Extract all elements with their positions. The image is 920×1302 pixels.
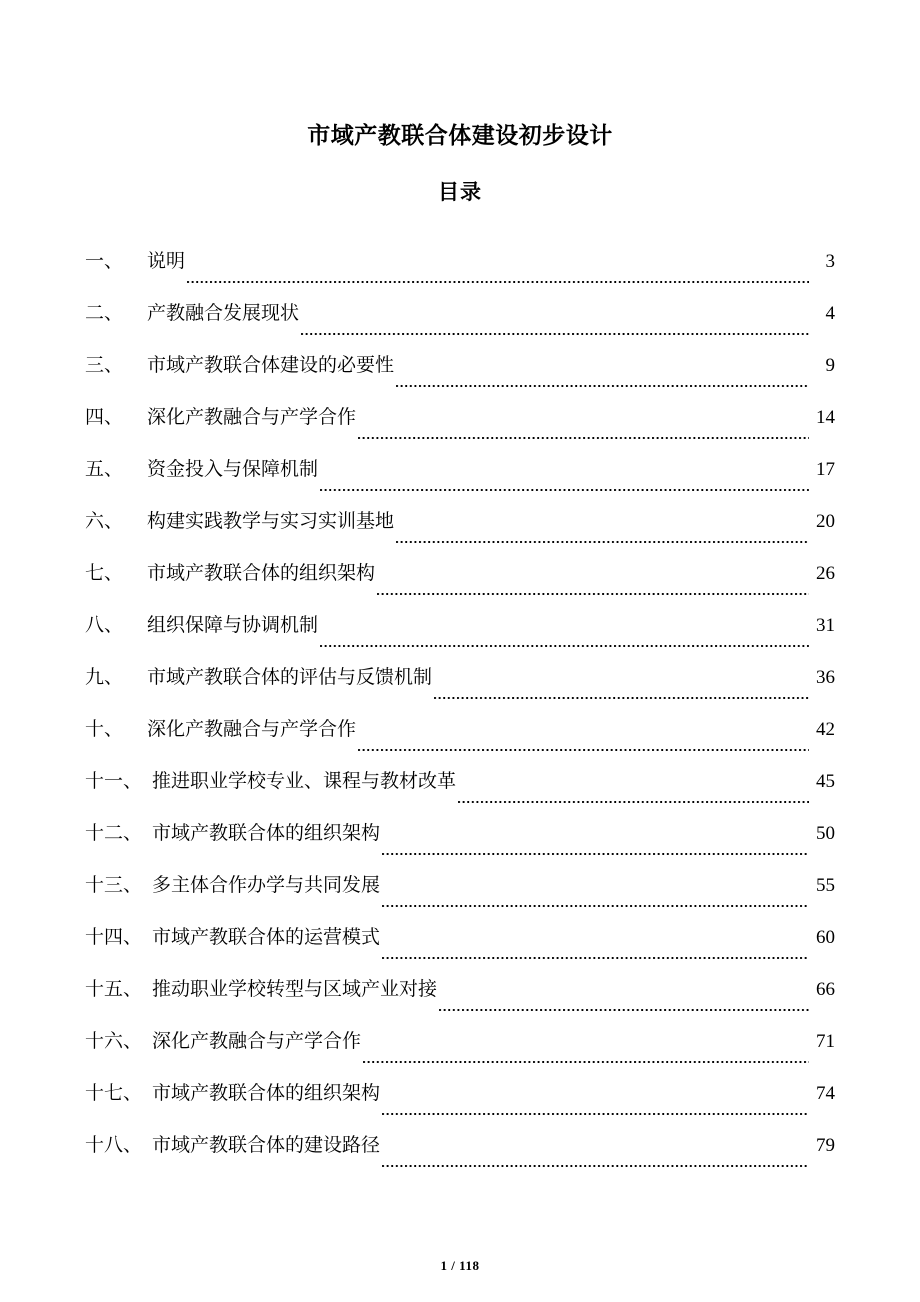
toc-entry-number: 十八、 xyxy=(85,1135,143,1156)
toc-entry-number: 十二、 xyxy=(85,823,143,844)
toc-entry-page-number: 60 xyxy=(816,927,835,948)
toc-entry[interactable] xyxy=(85,912,835,964)
toc-leader-dots xyxy=(458,786,809,805)
toc-entry-number: 十三、 xyxy=(85,875,143,896)
toc-entry-label: 深化产教融合与产学合作 xyxy=(147,407,357,428)
toc-list xyxy=(85,236,835,1172)
toc-entry[interactable] xyxy=(85,1120,835,1172)
toc-leader-dots xyxy=(377,578,809,597)
toc-entry[interactable] xyxy=(85,600,835,652)
toc-entry-page-number: 9 xyxy=(825,355,835,376)
toc-entry-page-number: 26 xyxy=(816,563,835,584)
toc-entry-number: 七、 xyxy=(85,563,124,584)
toc-leader-dots xyxy=(358,734,809,753)
toc-entry-label: 组织保障与协调机制 xyxy=(147,615,319,636)
toc-leader-dots xyxy=(382,1150,809,1169)
toc-entry-label: 市域产教联合体的组织架构 xyxy=(147,563,376,584)
toc-entry-label: 市域产教联合体建设的必要性 xyxy=(147,355,395,376)
toc-entry-label: 推进职业学校专业、课程与教材改革 xyxy=(152,771,457,792)
toc-entry[interactable] xyxy=(85,704,835,756)
toc-leader-dots xyxy=(396,370,809,389)
toc-heading: 目录 xyxy=(438,181,482,204)
toc-leader-dots xyxy=(382,890,809,909)
toc-entry-number: 九、 xyxy=(85,667,124,688)
toc-entry-label: 市域产教联合体的运营模式 xyxy=(152,927,381,948)
toc-entry-page-number: 79 xyxy=(816,1135,835,1156)
toc-entry-page-number: 55 xyxy=(816,875,835,896)
toc-entry-label: 市域产教联合体的评估与反馈机制 xyxy=(147,667,433,688)
document-title: 市域产教联合体建设初步设计 xyxy=(307,122,613,148)
toc-entry[interactable] xyxy=(85,808,835,860)
toc-entry-page-number: 45 xyxy=(816,771,835,792)
toc-leader-dots xyxy=(320,474,809,493)
toc-entry-number: 十五、 xyxy=(85,979,143,1000)
toc-entry[interactable] xyxy=(85,652,835,704)
toc-entry[interactable] xyxy=(85,340,835,392)
toc-leader-dots xyxy=(434,682,809,701)
toc-entry-label: 市域产教联合体的建设路径 xyxy=(152,1135,381,1156)
toc-entry-page-number: 66 xyxy=(816,979,835,1000)
toc-entry-page-number: 20 xyxy=(816,511,835,532)
toc-leader-dots xyxy=(396,526,809,545)
page-footer: 1 / 118 xyxy=(440,1258,480,1273)
toc-entry-page-number: 36 xyxy=(816,667,835,688)
toc-entry[interactable] xyxy=(85,548,835,600)
toc-entry-page-number: 74 xyxy=(816,1083,835,1104)
toc-entry[interactable] xyxy=(85,444,835,496)
toc-leader-dots xyxy=(187,266,809,285)
toc-entry-number: 二、 xyxy=(85,303,124,324)
toc-entry[interactable] xyxy=(85,496,835,548)
toc-entry-number: 五、 xyxy=(85,459,124,480)
toc-entry-number: 六、 xyxy=(85,511,124,532)
toc-entry-number: 十、 xyxy=(85,719,124,740)
toc-leader-dots xyxy=(320,630,809,649)
toc-entry-page-number: 3 xyxy=(825,251,835,272)
toc-entry-label: 推动职业学校转型与区域产业对接 xyxy=(152,979,438,1000)
toc-leader-dots xyxy=(301,318,809,337)
toc-entry-label: 多主体合作办学与共同发展 xyxy=(152,875,381,896)
toc-entry[interactable] xyxy=(85,392,835,444)
toc-entry-label: 产教融合发展现状 xyxy=(147,303,300,324)
toc-entry-number: 八、 xyxy=(85,615,124,636)
toc-entry-number: 三、 xyxy=(85,355,124,376)
toc-entry-number: 四、 xyxy=(85,407,124,428)
toc-entry-page-number: 31 xyxy=(816,615,835,636)
toc-entry-label: 市域产教联合体的组织架构 xyxy=(152,823,381,844)
toc-entry-page-number: 14 xyxy=(816,407,835,428)
toc-entry-number: 十一、 xyxy=(85,771,143,792)
toc-leader-dots xyxy=(382,1098,809,1117)
toc-entry-number: 十六、 xyxy=(85,1031,143,1052)
toc-entry[interactable] xyxy=(85,288,835,340)
toc-entry-page-number: 17 xyxy=(816,459,835,480)
toc-entry-label: 说明 xyxy=(147,251,186,272)
toc-leader-dots xyxy=(382,838,809,857)
toc-leader-dots xyxy=(363,1046,809,1065)
toc-entry-page-number: 50 xyxy=(816,823,835,844)
toc-entry-number: 十四、 xyxy=(85,927,143,948)
toc-entry-number: 十七、 xyxy=(85,1083,143,1104)
toc-entry-label: 资金投入与保障机制 xyxy=(147,459,319,480)
toc-entry[interactable] xyxy=(85,1016,835,1068)
toc-entry[interactable] xyxy=(85,756,835,808)
toc-entry-label: 市域产教联合体的组织架构 xyxy=(152,1083,381,1104)
toc-entry[interactable] xyxy=(85,964,835,1016)
toc-entry-page-number: 4 xyxy=(825,303,835,324)
toc-entry-label: 构建实践教学与实习实训基地 xyxy=(147,511,395,532)
toc-entry-page-number: 42 xyxy=(816,719,835,740)
toc-entry[interactable] xyxy=(85,1068,835,1120)
toc-leader-dots xyxy=(382,942,809,961)
toc-entry-number: 一、 xyxy=(85,251,124,272)
toc-entry[interactable] xyxy=(85,860,835,912)
toc-entry-label: 深化产教融合与产学合作 xyxy=(147,719,357,740)
toc-entry-label: 深化产教融合与产学合作 xyxy=(152,1031,362,1052)
toc-entry[interactable] xyxy=(85,236,835,288)
toc-entry-page-number: 71 xyxy=(816,1031,835,1052)
toc-leader-dots xyxy=(358,422,809,441)
toc-leader-dots xyxy=(439,994,809,1013)
